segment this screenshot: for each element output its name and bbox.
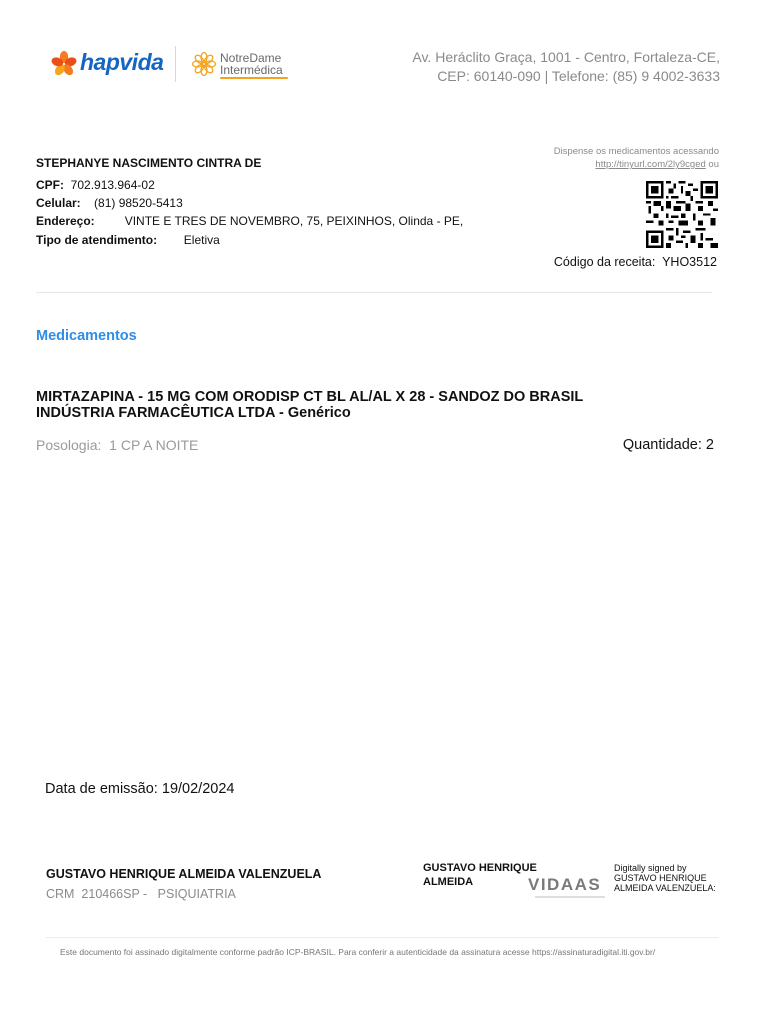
quantidade-value: 2: [705, 437, 714, 453]
dispense-link[interactable]: http://tinyurl.com/2ly9cged: [595, 159, 706, 170]
posologia-value: 1 CP A NOITE: [109, 437, 199, 453]
crm-label: CRM: [46, 887, 75, 901]
emissao-date: 19/02/2024: [161, 781, 235, 797]
hapvida-logo-text: hapvida: [80, 49, 164, 75]
qr-code-icon: [646, 181, 718, 248]
signature-name: [423, 861, 537, 889]
doctor-specialty: PSIQUIATRIA: [157, 887, 236, 901]
doctor-crm: [46, 887, 236, 901]
quantidade: [623, 437, 714, 453]
signature-name-line1: GUSTAVO HENRIQUE: [423, 862, 537, 874]
notredame-underline: [220, 77, 288, 79]
notredame-line1: NotreDame: [220, 51, 282, 65]
posologia: [36, 437, 198, 453]
dispense-text: Dispense os medicamentos acessando: [553, 146, 719, 157]
emissao-label: Data de emissão:: [45, 781, 158, 797]
tipo-atendimento-label: Tipo de atendimento:: [36, 233, 158, 247]
data-emissao: [45, 781, 234, 797]
celular-label: Celular:: [36, 196, 81, 210]
notredame-logo-text: [220, 52, 283, 76]
medication-name: MIRTAZAPINA - 15 MG COM ORODISP CT BL AL/AL X 28 - SANDOZ DO BRASIL INDÚSTRIA FARMACÊUTICA LTDA - Genérico: [36, 389, 584, 421]
address-line-2: CEP: 60140-090 | Telefone: (85) 9 4002-3633: [437, 68, 720, 84]
digital-line-3: ALMEIDA VALENZUELA:: [614, 883, 716, 893]
codigo-value: YHO3512: [662, 255, 717, 269]
quantidade-label: Quantidade:: [622, 437, 702, 453]
notredame-line2: Intermédica: [220, 63, 283, 77]
cpf-value: 702.913.964-02: [70, 178, 155, 192]
digital-signature-info: [614, 863, 716, 893]
company-logos: [50, 46, 295, 84]
footer-divider: [46, 937, 719, 938]
posologia-label: Posologia:: [36, 437, 102, 453]
celular-row: [36, 196, 183, 210]
logo-separator: [175, 46, 176, 82]
section-divider: [36, 292, 712, 293]
digital-line-2: GUSTAVO HENRIQUE: [614, 873, 707, 883]
codigo-receita: [554, 255, 717, 269]
dispense-link-row: [554, 158, 719, 171]
digital-line-1: Digitally signed by: [614, 863, 687, 873]
dispense-info: [554, 145, 719, 171]
tipo-atendimento-value: Eletiva: [183, 233, 220, 247]
medicamentos-title: Medicamentos: [36, 328, 137, 344]
codigo-label: Código da receita:: [553, 255, 656, 269]
vidaas-logo: [527, 874, 613, 900]
hapvida-flower-icon: [50, 50, 78, 78]
endereco-value: VINTE E TRES DE NOVEMBRO, 75, PEIXINHOS, Olinda - PE,: [124, 214, 464, 228]
crm-value: 210466SP -: [81, 887, 148, 901]
company-address: [412, 48, 720, 86]
vidaas-logo-text: VIDAAS: [528, 875, 602, 894]
cpf-row: [36, 178, 155, 192]
patient-name: STEPHANYE NASCIMENTO CINTRA DE: [36, 156, 262, 170]
signature-name-line2: ALMEIDA: [423, 876, 474, 888]
footer-text: Este documento foi assinado digitalmente conforme padrão ICP-BRASIL. Para conferir a autenticidade da assinatura acesse https://assinaturadigital.iti.gov.br/: [60, 947, 656, 957]
endereco-row: [36, 214, 463, 228]
address-line-1: Av. Heráclito Graça, 1001 - Centro, Fortaleza-CE,: [412, 49, 720, 65]
doctor-name: GUSTAVO HENRIQUE ALMEIDA VALENZUELA: [46, 867, 322, 881]
dispense-suffix: ou: [708, 159, 719, 170]
tipo-atendimento-row: [36, 233, 220, 247]
endereco-label: Endereço:: [36, 214, 95, 228]
notredame-flower-icon: [191, 51, 217, 77]
celular-value: (81) 98520-5413: [94, 196, 183, 210]
cpf-label: CPF:: [36, 178, 64, 192]
